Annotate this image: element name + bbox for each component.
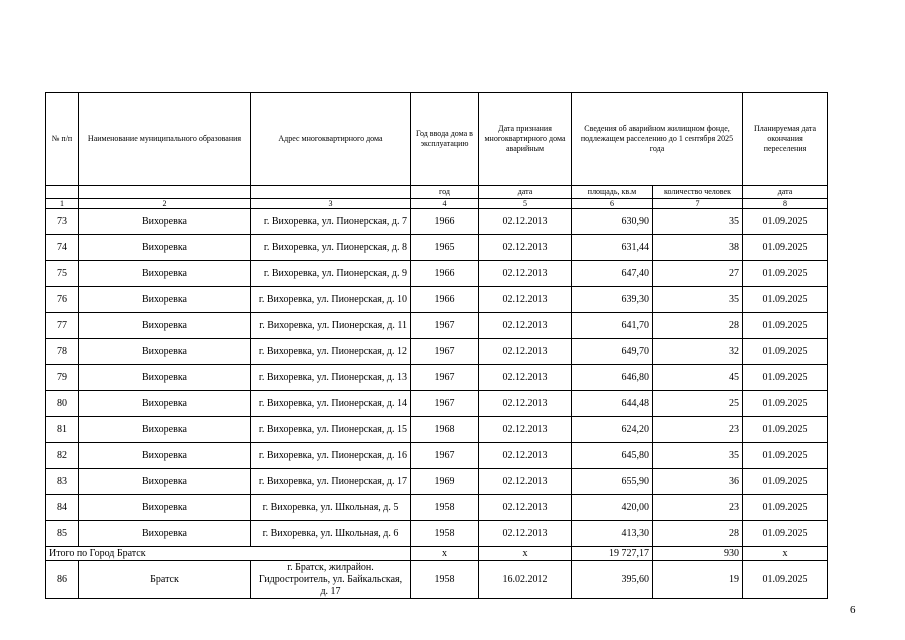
- column-number: 1: [46, 199, 79, 209]
- subheader-row: [46, 186, 828, 199]
- subheader-people: количество человек: [653, 186, 743, 199]
- row-people: 28: [653, 521, 743, 547]
- row-people: 35: [653, 443, 743, 469]
- total-people: 930: [653, 547, 743, 561]
- row-municipality: Вихоревка: [79, 261, 251, 287]
- row-people: 23: [653, 495, 743, 521]
- row-year: 1967: [411, 313, 479, 339]
- row-end-date: 01.09.2025: [743, 287, 828, 313]
- table-row: [46, 469, 828, 495]
- row-people: 36: [653, 469, 743, 495]
- row-end-date: 01.09.2025: [743, 365, 828, 391]
- row-date: 02.12.2013: [479, 521, 572, 547]
- header-end-date: Планируемая дата окончания переселения: [743, 93, 828, 186]
- row-area: 413,30: [572, 521, 653, 547]
- row-number: 86: [46, 561, 79, 599]
- row-date: 02.12.2013: [479, 443, 572, 469]
- row-people: 32: [653, 339, 743, 365]
- row-date: 02.12.2013: [479, 261, 572, 287]
- row-people: 35: [653, 287, 743, 313]
- table-row: [46, 365, 828, 391]
- row-number: 79: [46, 365, 79, 391]
- total-end-date: х: [743, 547, 828, 561]
- row-date: 02.12.2013: [479, 209, 572, 235]
- row-year: 1958: [411, 561, 479, 599]
- header-housing-info: Сведения об аварийном жилищном фонде, подлежащем расселению до 1 сентября 2025 года: [572, 93, 743, 186]
- row-end-date: 01.09.2025: [743, 561, 828, 599]
- row-municipality: Вихоревка: [79, 521, 251, 547]
- row-year: 1969: [411, 469, 479, 495]
- column-number: 6: [572, 199, 653, 209]
- row-year: 1958: [411, 495, 479, 521]
- page-number: 6: [850, 604, 856, 616]
- table-row: [46, 417, 828, 443]
- row-area: 395,60: [572, 561, 653, 599]
- row-end-date: 01.09.2025: [743, 417, 828, 443]
- row-end-date: 01.09.2025: [743, 235, 828, 261]
- table-row: [46, 313, 828, 339]
- row-number: 77: [46, 313, 79, 339]
- row-date: 02.12.2013: [479, 365, 572, 391]
- subheader-empty-1: [46, 186, 79, 199]
- table-row: [46, 339, 828, 365]
- row-people: 38: [653, 235, 743, 261]
- row-end-date: 01.09.2025: [743, 339, 828, 365]
- row-year: 1968: [411, 417, 479, 443]
- row-number: 74: [46, 235, 79, 261]
- row-municipality: Вихоревка: [79, 287, 251, 313]
- row-date: 02.12.2013: [479, 417, 572, 443]
- row-area: 647,40: [572, 261, 653, 287]
- subheader-date: дата: [479, 186, 572, 199]
- row-address: г. Вихоревка, ул. Пионерская, д. 17: [251, 469, 411, 495]
- subheader-empty-2: [79, 186, 251, 199]
- row-end-date: 01.09.2025: [743, 443, 828, 469]
- row-end-date: 01.09.2025: [743, 469, 828, 495]
- row-number: 83: [46, 469, 79, 495]
- column-numbers-row: [46, 199, 828, 209]
- row-date: 02.12.2013: [479, 313, 572, 339]
- row-municipality: Вихоревка: [79, 391, 251, 417]
- row-end-date: 01.09.2025: [743, 521, 828, 547]
- row-area: 649,70: [572, 339, 653, 365]
- column-number: 5: [479, 199, 572, 209]
- row-address: г. Вихоревка, ул. Пионерская, д. 9: [251, 261, 411, 287]
- subheader-year: год: [411, 186, 479, 199]
- column-number: 7: [653, 199, 743, 209]
- row-people: 28: [653, 313, 743, 339]
- row-address: г. Вихоревка, ул. Пионерская, д. 8: [251, 235, 411, 261]
- row-people: 45: [653, 365, 743, 391]
- header-row: [46, 93, 828, 186]
- row-people: 19: [653, 561, 743, 599]
- table-row: [46, 209, 828, 235]
- row-address: г. Вихоревка, ул. Пионерская, д. 11: [251, 313, 411, 339]
- row-municipality: Вихоревка: [79, 365, 251, 391]
- column-number: 4: [411, 199, 479, 209]
- row-year: 1966: [411, 261, 479, 287]
- row-area: 644,48: [572, 391, 653, 417]
- row-people: 27: [653, 261, 743, 287]
- row-year: 1966: [411, 209, 479, 235]
- row-area: 630,90: [572, 209, 653, 235]
- row-people: 35: [653, 209, 743, 235]
- table-row: [46, 443, 828, 469]
- row-address: г. Вихоревка, ул. Пионерская, д. 10: [251, 287, 411, 313]
- row-date: 02.12.2013: [479, 391, 572, 417]
- row-address: г. Братск, жилрайон. Гидростроитель, ул. Байкальская, д. 17: [251, 561, 411, 599]
- total-label: Итого по Город Братск: [46, 547, 411, 561]
- row-year: 1965: [411, 235, 479, 261]
- total-date: х: [479, 547, 572, 561]
- row-area: 655,90: [572, 469, 653, 495]
- header-year: Год ввода дома в эксплуатацию: [411, 93, 479, 186]
- row-number: 78: [46, 339, 79, 365]
- row-year: 1966: [411, 287, 479, 313]
- row-end-date: 01.09.2025: [743, 495, 828, 521]
- header-municipality: Наименование муниципального образования: [79, 93, 251, 186]
- row-municipality: Вихоревка: [79, 339, 251, 365]
- row-area: 631,44: [572, 235, 653, 261]
- total-year: х: [411, 547, 479, 561]
- row-municipality: Братск: [79, 561, 251, 599]
- table-row: [46, 287, 828, 313]
- row-address: г. Вихоревка, ул. Школьная, д. 6: [251, 521, 411, 547]
- row-municipality: Вихоревка: [79, 495, 251, 521]
- row-municipality: Вихоревка: [79, 209, 251, 235]
- row-area: 646,80: [572, 365, 653, 391]
- row-area: 624,20: [572, 417, 653, 443]
- row-people: 23: [653, 417, 743, 443]
- row-number: 75: [46, 261, 79, 287]
- row-area: 641,70: [572, 313, 653, 339]
- column-number: 8: [743, 199, 828, 209]
- row-year: 1967: [411, 443, 479, 469]
- row-address: г. Вихоревка, ул. Пионерская, д. 13: [251, 365, 411, 391]
- table-row: [46, 261, 828, 287]
- row-address: г. Вихоревка, ул. Пионерская, д. 14: [251, 391, 411, 417]
- row-year: 1958: [411, 521, 479, 547]
- row-number: 80: [46, 391, 79, 417]
- row-number: 73: [46, 209, 79, 235]
- subheader-end-date: дата: [743, 186, 828, 199]
- row-address: г. Вихоревка, ул. Пионерская, д. 16: [251, 443, 411, 469]
- header-number: № п/п: [46, 93, 79, 186]
- housing-table: [45, 92, 828, 599]
- row-year: 1967: [411, 365, 479, 391]
- table-row: [46, 495, 828, 521]
- row-municipality: Вихоревка: [79, 443, 251, 469]
- row-number: 84: [46, 495, 79, 521]
- row-year: 1967: [411, 391, 479, 417]
- column-number: 3: [251, 199, 411, 209]
- row-number: 76: [46, 287, 79, 313]
- row-municipality: Вихоревка: [79, 313, 251, 339]
- row-year: 1967: [411, 339, 479, 365]
- row-number: 82: [46, 443, 79, 469]
- row-end-date: 01.09.2025: [743, 261, 828, 287]
- row-end-date: 01.09.2025: [743, 313, 828, 339]
- row-end-date: 01.09.2025: [743, 391, 828, 417]
- subheader-area: площадь, кв.м: [572, 186, 653, 199]
- header-date: Дата признания многоквартирного дома аварийным: [479, 93, 572, 186]
- header-address: Адрес многоквартирного дома: [251, 93, 411, 186]
- row-date: 02.12.2013: [479, 235, 572, 261]
- table-row: [46, 521, 828, 547]
- row-address: г. Вихоревка, ул. Пионерская, д. 15: [251, 417, 411, 443]
- row-people: 25: [653, 391, 743, 417]
- row-number: 85: [46, 521, 79, 547]
- row-number: 81: [46, 417, 79, 443]
- row-municipality: Вихоревка: [79, 417, 251, 443]
- row-area: 639,30: [572, 287, 653, 313]
- row-address: г. Вихоревка, ул. Пионерская, д. 12: [251, 339, 411, 365]
- row-end-date: 01.09.2025: [743, 209, 828, 235]
- table-row: [46, 235, 828, 261]
- row-date: 02.12.2013: [479, 495, 572, 521]
- row-municipality: Вихоревка: [79, 469, 251, 495]
- row-date: 02.12.2013: [479, 469, 572, 495]
- row-area: 645,80: [572, 443, 653, 469]
- row-date: 02.12.2013: [479, 287, 572, 313]
- row-municipality: Вихоревка: [79, 235, 251, 261]
- total-area: 19 727,17: [572, 547, 653, 561]
- row-area: 420,00: [572, 495, 653, 521]
- subheader-empty-3: [251, 186, 411, 199]
- row-address: г. Вихоревка, ул. Школьная, д. 5: [251, 495, 411, 521]
- table-row: [46, 561, 828, 599]
- row-address: г. Вихоревка, ул. Пионерская, д. 7: [251, 209, 411, 235]
- row-date: 16.02.2012: [479, 561, 572, 599]
- column-number: 2: [79, 199, 251, 209]
- row-date: 02.12.2013: [479, 339, 572, 365]
- table-row: [46, 391, 828, 417]
- total-row: [46, 547, 828, 561]
